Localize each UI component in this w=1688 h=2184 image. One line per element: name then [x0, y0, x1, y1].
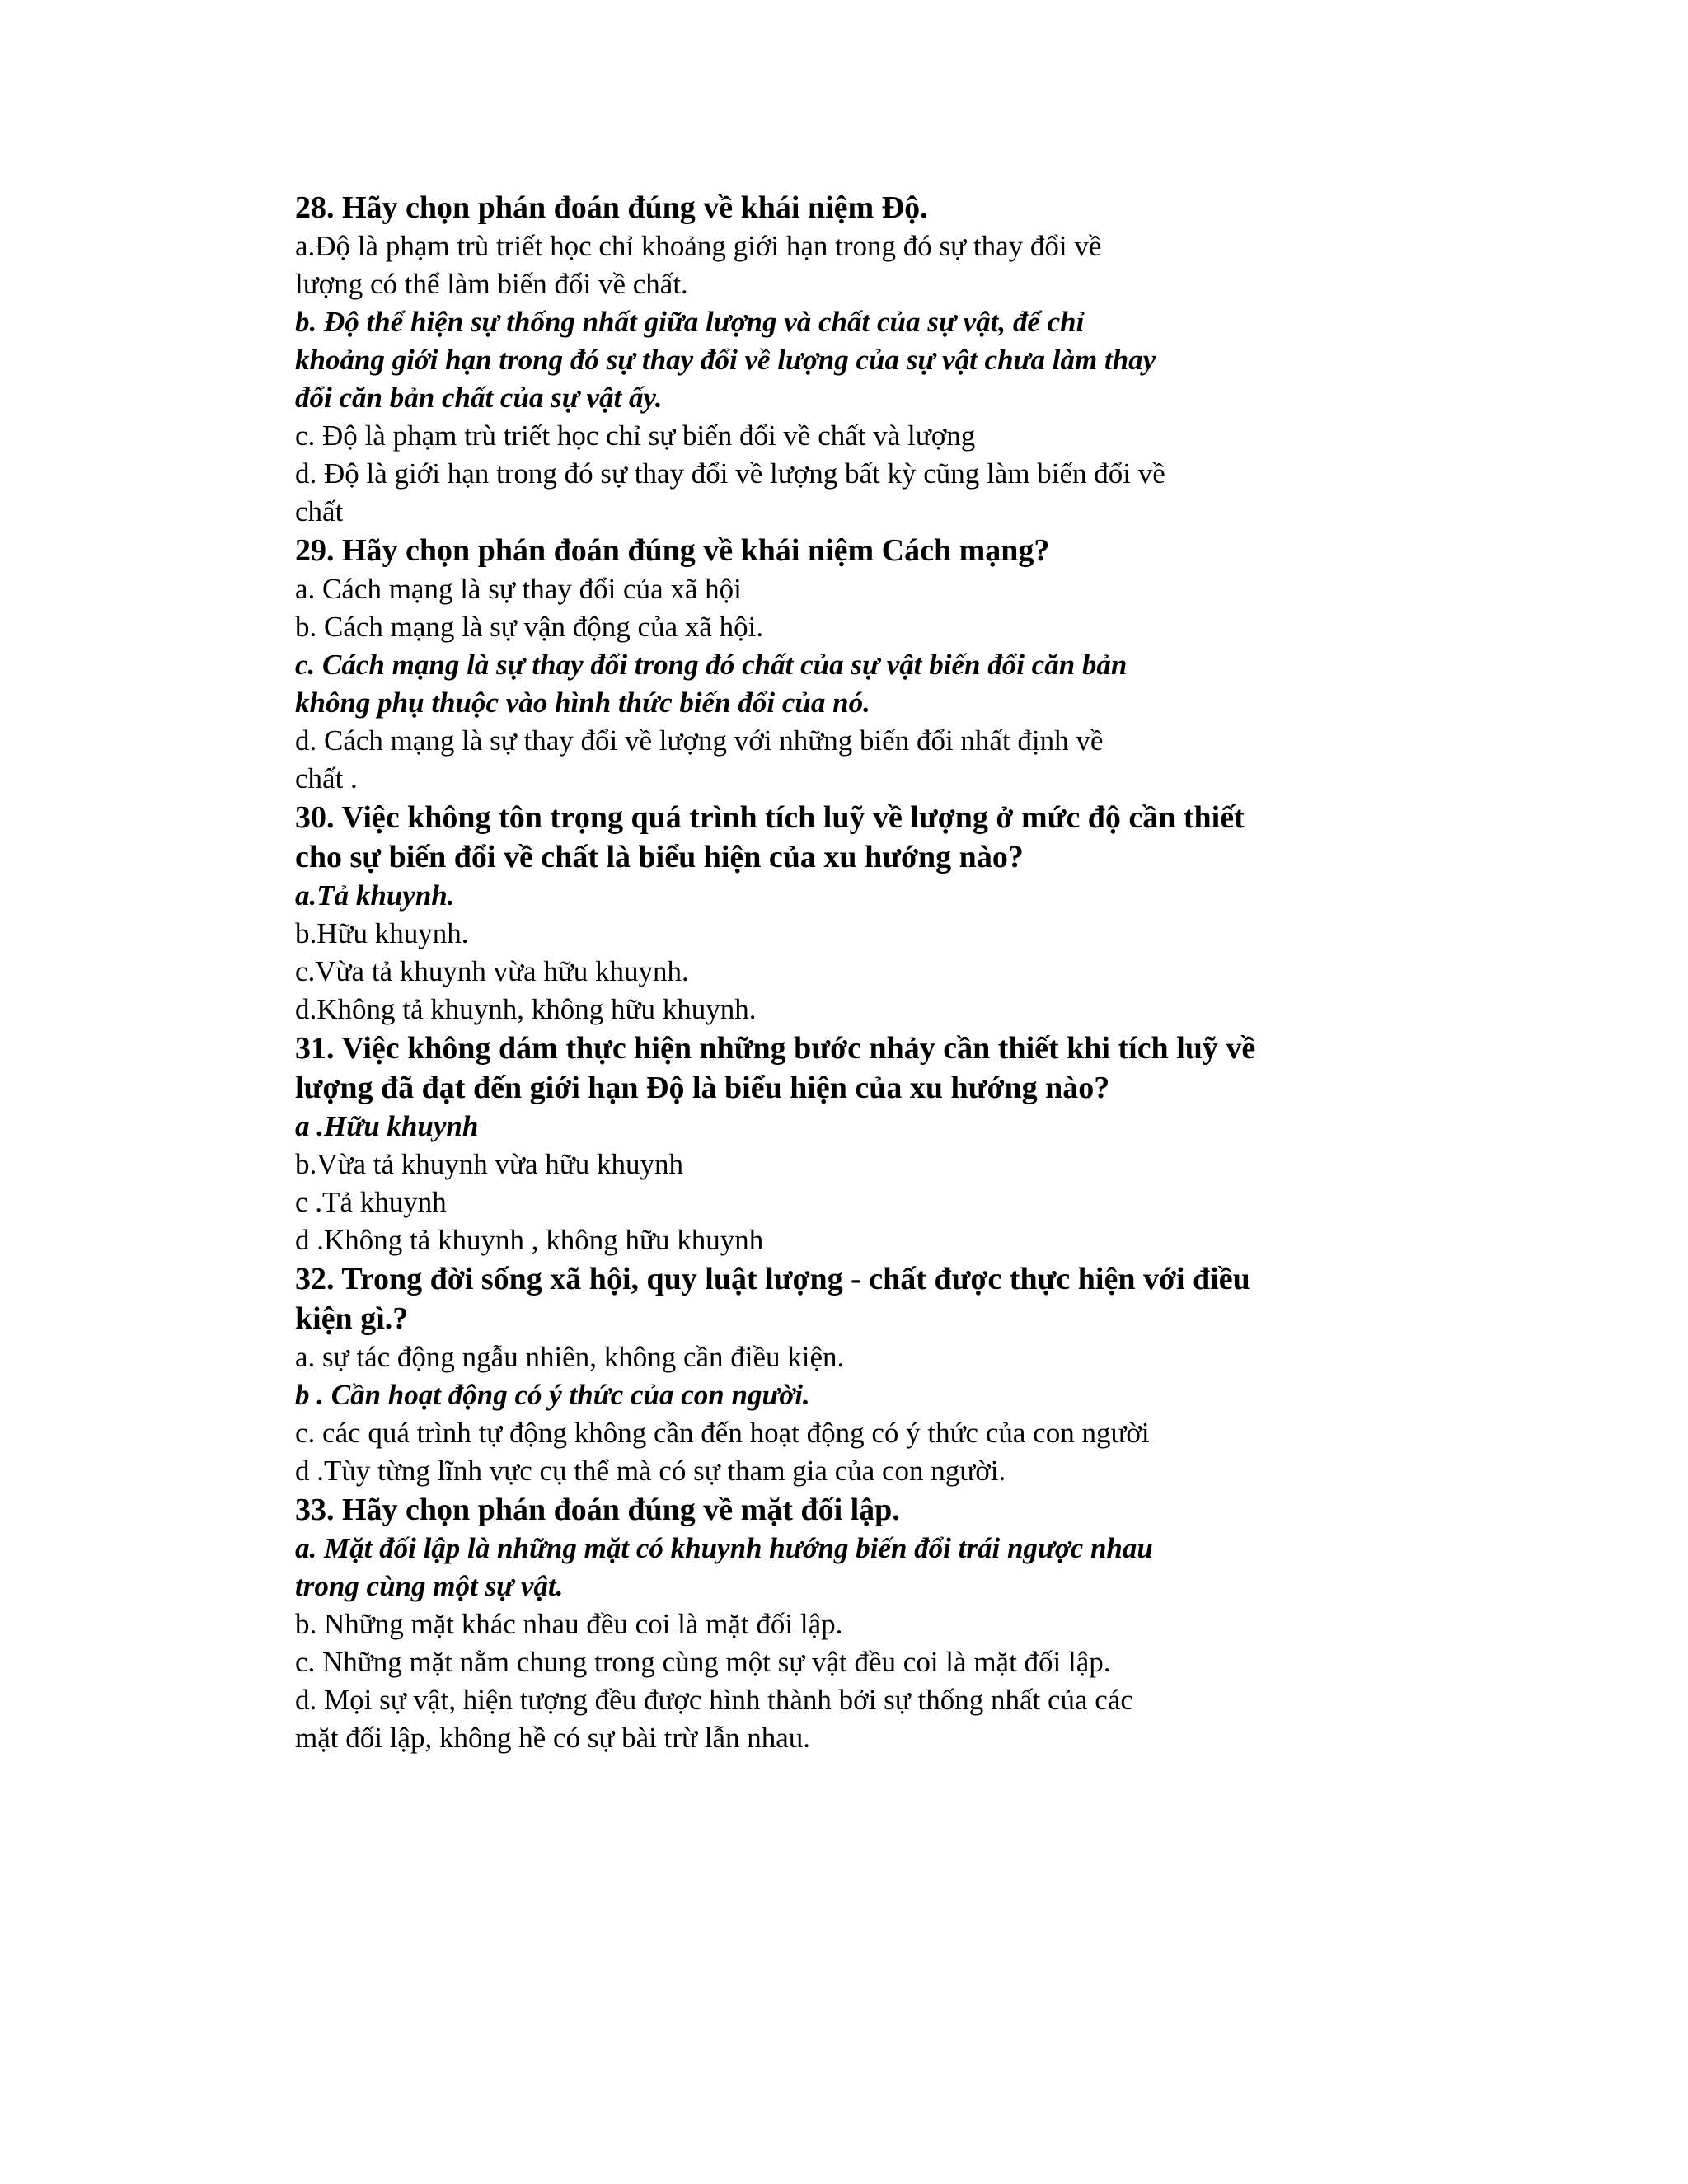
answer-option: b. Cách mạng là sự vận động của xã hội. — [295, 611, 764, 643]
answer-option: d. Độ là giới hạn trong đó sự thay đổi về lượng bất kỳ cũng làm biến đổi về — [295, 457, 1165, 490]
answer-option-correct: a. Mặt đối lập là những mặt có khuynh hướng biến đổi trái ngược nhau — [295, 1532, 1153, 1564]
answer-option: b.Hữu khuynh. — [295, 917, 469, 949]
answer-option-correct: đổi căn bản chất của sự vật ấy. — [295, 382, 663, 414]
answer-option: b. Những mặt khác nhau đều coi là mặt đối lập. — [295, 1608, 843, 1640]
answer-option: b.Vừa tả khuynh vừa hữu khuynh — [295, 1148, 684, 1180]
question-block — [295, 531, 1449, 798]
answer-option: c. Những mặt nằm chung trong cùng một sự vật đều coi là mặt đối lập. — [295, 1646, 1111, 1678]
question-text: kiện gì.? — [295, 1301, 409, 1336]
answer-option: lượng có thể làm biến đổi về chất. — [295, 268, 688, 300]
answer-option: c .Tả khuynh — [295, 1186, 447, 1218]
answer-option: chất . — [295, 762, 358, 794]
answer-option: a. Cách mạng là sự thay đổi của xã hội — [295, 573, 742, 605]
answer-option: chất — [295, 495, 344, 527]
question-text: 31. Việc không dám thực hiện những bước nhảy cần thiết khi tích luỹ về — [295, 1031, 1256, 1066]
answer-option: d. Cách mạng là sự thay đổi về lượng với những biến đổi nhất định về — [295, 724, 1104, 757]
answer-option-correct: b. Độ thể hiện sự thống nhất giữa lượng và chất của sự vật, để chỉ — [295, 306, 1085, 338]
question-text: cho sự biến đổi về chất là biểu hiện của xu hướng nào? — [295, 840, 1024, 874]
answer-option-correct: a.Tả khuynh. — [295, 879, 455, 912]
answer-option-correct: c. Cách mạng là sự thay đổi trong đó chất của sự vật biến đổi căn bản — [295, 649, 1128, 681]
answer-option-correct: không phụ thuộc vào hình thức biến đổi của nó. — [295, 687, 870, 719]
question-block — [295, 1029, 1449, 1259]
question-block — [295, 188, 1449, 531]
question-block — [295, 1490, 1449, 1757]
question-block — [295, 798, 1449, 1029]
answer-option-correct: b . Cần hoạt động có ý thức của con người. — [295, 1379, 810, 1411]
answer-option: a.Độ là phạm trù triết học chỉ khoảng giới hạn trong đó sự thay đổi về — [295, 230, 1102, 262]
document-page — [295, 188, 1449, 1757]
answer-option: mặt đối lập, không hề có sự bài trừ lẫn nhau. — [295, 1722, 811, 1754]
answer-option: d .Tùy từng lĩnh vực cụ thể mà có sự tham gia của con người. — [295, 1455, 1006, 1487]
question-block — [295, 1259, 1449, 1490]
answer-option: a. sự tác động ngẫu nhiên, không cần điều kiện. — [295, 1341, 845, 1373]
answer-option-correct: trong cùng một sự vật. — [295, 1570, 564, 1602]
answer-option: d. Mọi sự vật, hiện tượng đều được hình thành bởi sự thống nhất của các — [295, 1684, 1133, 1716]
question-text: 28. Hãy chọn phán đoán đúng về khái niệm Độ. — [295, 190, 928, 225]
question-text: 29. Hãy chọn phán đoán đúng về khái niệm Cách mạng? — [295, 533, 1050, 568]
answer-option-correct: a .Hữu khuynh — [295, 1110, 479, 1142]
answer-option: d.Không tả khuynh, không hữu khuynh. — [295, 993, 757, 1025]
question-text: 33. Hãy chọn phán đoán đúng về mặt đối lập. — [295, 1493, 900, 1527]
answer-option: c. Độ là phạm trù triết học chỉ sự biến đổi về chất và lượng — [295, 419, 976, 452]
question-text: 32. Trong đời sống xã hội, quy luật lượng - chất được thực hiện với điều — [295, 1262, 1250, 1296]
question-text: 30. Việc không tôn trọng quá trình tích luỹ về lượng ở mức độ cần thiết — [295, 800, 1245, 835]
answer-option: c.Vừa tả khuynh vừa hữu khuynh. — [295, 955, 689, 987]
answer-option: c. các quá trình tự động không cần đến hoạt động có ý thức của con người — [295, 1417, 1150, 1449]
answer-option-correct: khoảng giới hạn trong đó sự thay đổi về lượng của sự vật chưa làm thay — [295, 344, 1156, 376]
answer-option: d .Không tả khuynh , không hữu khuynh — [295, 1224, 764, 1256]
question-text: lượng đã đạt đến giới hạn Độ là biểu hiện của xu hướng nào? — [295, 1071, 1110, 1105]
